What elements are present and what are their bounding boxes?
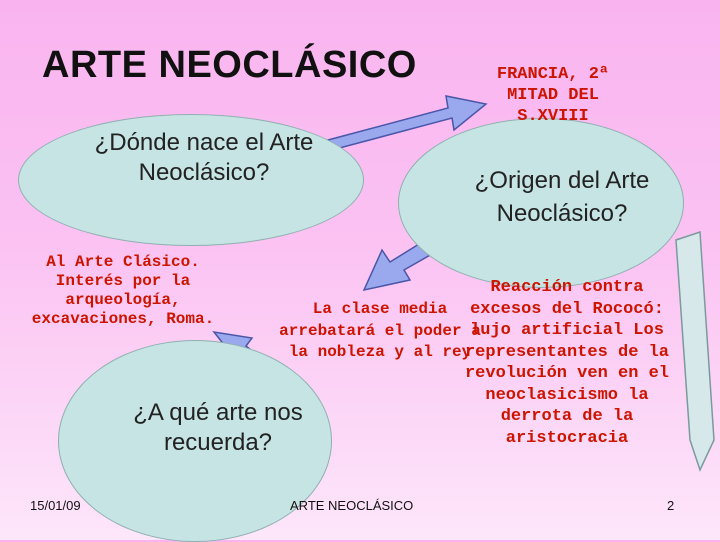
answer-clase-media: La clase media arrebatará el poder a la nobleza y al rey bbox=[279, 300, 481, 361]
ellipse-recuerda-text: ¿A qué arte nos recuerda? bbox=[133, 399, 303, 456]
answer-arte-clasico: Al Arte Clásico. Interés por la arqueología, excavaciones, Roma. bbox=[31, 253, 215, 328]
slide-date: 15/01/09 bbox=[30, 498, 81, 513]
ellipse-donde-nace-text: ¿Dónde nace el Arte Neoclásico? bbox=[94, 129, 314, 186]
answer-reaccion: Reacción contra excesos del Rococó: lujo artificial Los representantes de la revolución ven en el neoclasicismo la derrota de la aristocracia bbox=[464, 278, 670, 448]
ellipse-origen-text: ¿Origen del Arte Neoclásico? bbox=[474, 167, 650, 227]
page-number: 2 bbox=[667, 498, 675, 513]
slide-footer: ARTE NEOCLÁSICO bbox=[290, 498, 414, 513]
answer-francia: FRANCIA, 2ª MITAD DEL S.XVIII bbox=[496, 65, 610, 126]
slide-title: ARTE NEOCLÁSICO bbox=[42, 44, 417, 86]
curved-arrow-right bbox=[676, 232, 714, 470]
